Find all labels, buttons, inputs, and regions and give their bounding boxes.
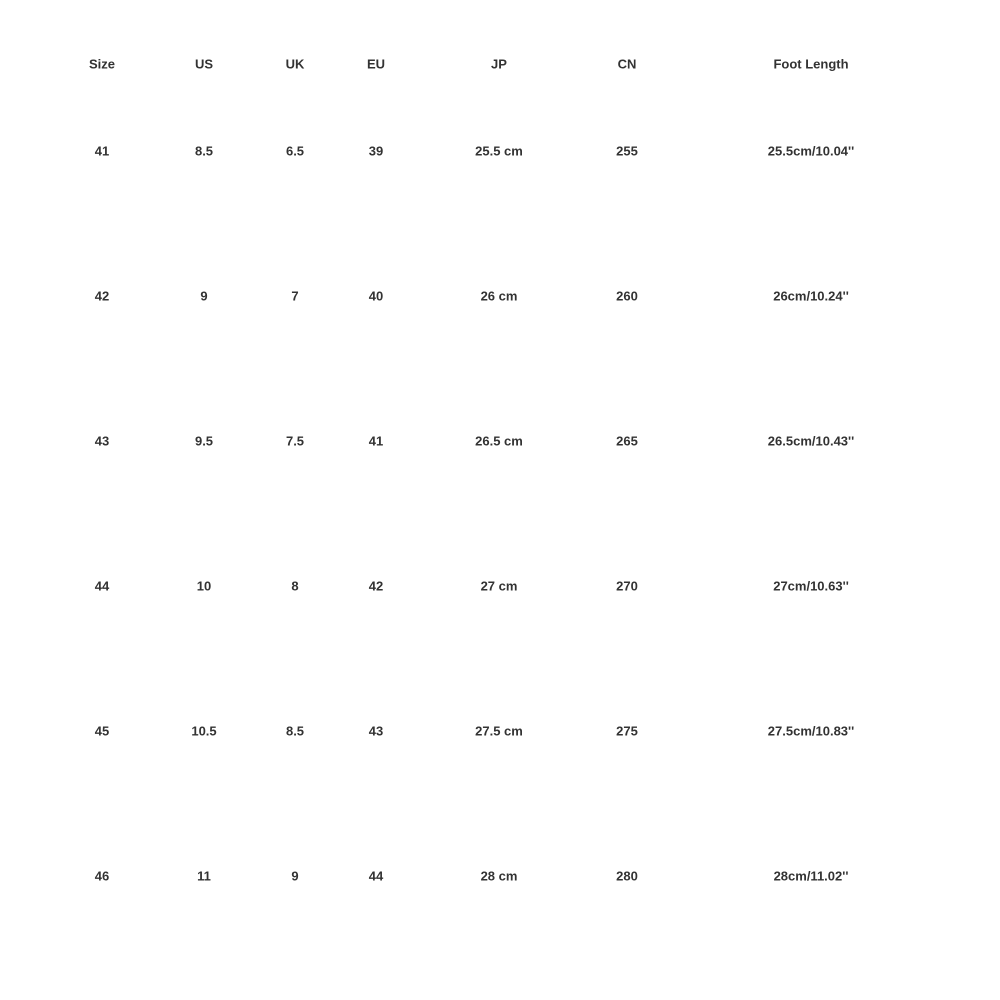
header-us: US [194, 56, 214, 72]
cell-foot-length: 27.5cm/10.83'' [767, 723, 855, 739]
cell-jp: 25.5 cm [475, 143, 523, 159]
cell-us: 10 [196, 578, 212, 594]
cell-uk: 7.5 [285, 433, 305, 449]
cell-uk: 8 [291, 578, 299, 594]
header-jp: JP [491, 56, 507, 72]
cell-jp: 27.5 cm [475, 723, 523, 739]
cell-foot-length: 27cm/10.63'' [773, 578, 849, 594]
cell-size: 46 [94, 868, 110, 884]
cell-size: 45 [94, 723, 110, 739]
header-uk: UK [285, 56, 305, 72]
cell-cn: 280 [616, 868, 638, 884]
cell-uk: 9 [291, 868, 299, 884]
cell-uk: 8.5 [285, 723, 305, 739]
cell-cn: 270 [616, 578, 638, 594]
cell-cn: 265 [616, 433, 638, 449]
cell-size: 41 [94, 143, 110, 159]
cell-eu: 40 [368, 288, 384, 304]
cell-cn: 260 [616, 288, 638, 304]
cell-cn: 275 [616, 723, 638, 739]
cell-eu: 39 [368, 143, 384, 159]
cell-uk: 7 [291, 288, 299, 304]
cell-us: 9 [200, 288, 208, 304]
cell-foot-length: 25.5cm/10.04'' [767, 143, 855, 159]
header-foot-length: Foot Length [773, 56, 849, 72]
cell-eu: 44 [368, 868, 384, 884]
cell-uk: 6.5 [285, 143, 305, 159]
cell-jp: 28 cm [480, 868, 518, 884]
cell-jp: 26.5 cm [475, 433, 523, 449]
cell-us: 11 [197, 868, 211, 884]
cell-eu: 42 [368, 578, 384, 594]
cell-us: 10.5 [191, 723, 217, 739]
cell-eu: 41 [368, 433, 384, 449]
cell-foot-length: 28cm/11.02'' [773, 868, 849, 884]
cell-size: 42 [94, 288, 110, 304]
cell-jp: 26 cm [480, 288, 518, 304]
cell-foot-length: 26.5cm/10.43'' [767, 433, 855, 449]
cell-foot-length: 26cm/10.24'' [773, 288, 849, 304]
cell-size: 43 [94, 433, 110, 449]
header-eu: EU [366, 56, 386, 72]
cell-size: 44 [94, 578, 110, 594]
header-cn: CN [617, 56, 637, 72]
cell-eu: 43 [368, 723, 384, 739]
header-size: Size [88, 56, 116, 72]
cell-us: 9.5 [194, 433, 214, 449]
cell-us: 8.5 [194, 143, 214, 159]
cell-cn: 255 [616, 143, 638, 159]
cell-jp: 27 cm [480, 578, 518, 594]
